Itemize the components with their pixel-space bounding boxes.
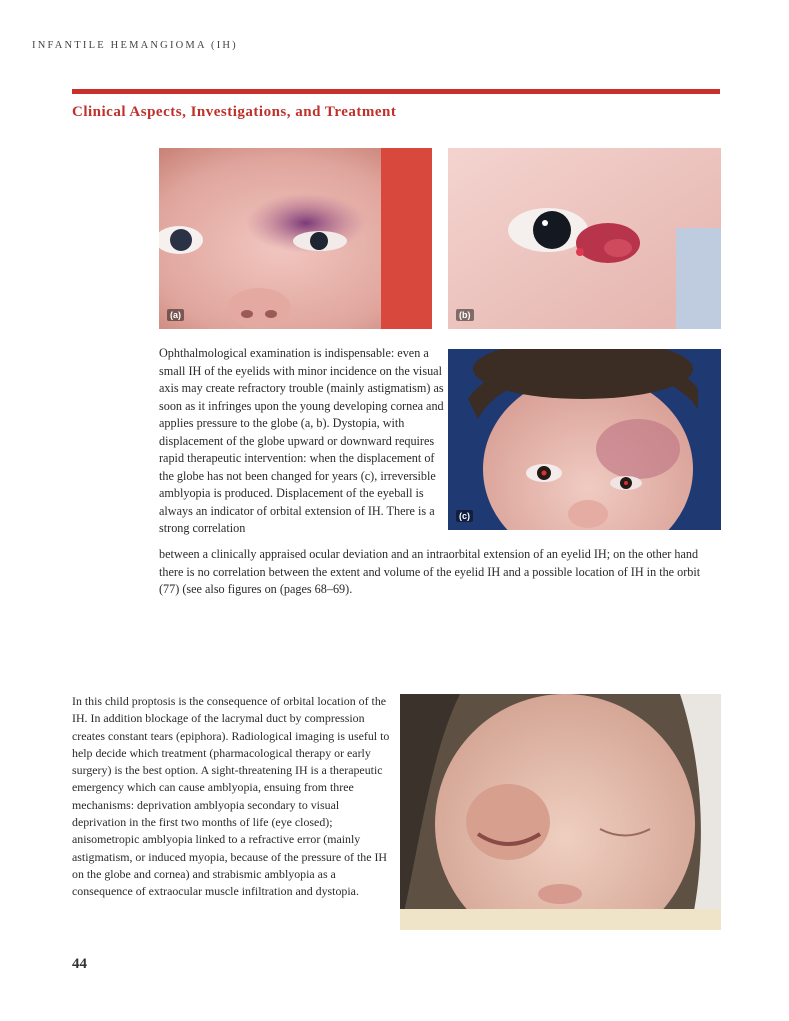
- running-head: INFANTILE HEMANGIOMA (IH): [32, 40, 238, 51]
- photo-proptosis: [400, 694, 721, 930]
- figure-label-c: (c): [456, 510, 473, 522]
- header-rule: [72, 89, 720, 94]
- photo-b: [448, 148, 721, 329]
- infant-proptosis-image: [400, 694, 721, 930]
- body-paragraph-1-wrapped: Ophthalmological examination is indispensable: even a small IH of the eyelids with minor incidence on the visual axis may create refractory trouble (mainly astigmatism) as soon as it infringes upon the young developing cornea and applies pressure to the globe (a, b). Dystopia, with displacement of the globe upward or downward requires rapid therapeutic intervention: when the displacement of the globe has not been changed for years (c), irreversible amblyopia is produced. Displacement of the eyeball is always an indicator of orbital extension of IH. There is a strong correlation: [159, 346, 444, 535]
- page-number: 44: [72, 956, 87, 972]
- section-title: Clinical Aspects, Investigations, and Treatment: [72, 104, 397, 120]
- photo-a: [159, 148, 432, 329]
- infant-eye-lesion-image: [448, 148, 721, 329]
- photo-c: [448, 349, 721, 530]
- infant-face-eyelid-hemangioma-image: [159, 148, 432, 329]
- figure-label-a: (a): [167, 309, 184, 321]
- figure-label-b: (b): [456, 309, 474, 321]
- body-paragraph-1-continued: between a clinically appraised ocular deviation and an intraorbital extension of an eyelid IH; on the other hand there is no correlation between the extent and volume of the eyelid IH and a possible location of IH in the orbit (77) (see also figures on (pages 68–69).: [159, 547, 701, 596]
- child-face-dystopia-image: [448, 349, 721, 530]
- body-paragraph-2: In this child proptosis is the consequence of orbital location of the IH. In addition blockage of the lacrymal duct by compression creates constant tears (epiphora). Radiological imaging is useful to help decide which treatment (pharmacological therapy or early surgery) is the best option. A sight-threatening IH is a therapeutic emergency which can cause amblyopia, ensuing from three mechanisms: deprivation amblyopia secondary to visual deprivation in the first two months of life (eye closed); anisometropic amblyopia linked to a refractive error (mainly astigmatism, or induced myopia, because of the pressure of the IH on the globe and cornea) and strabismic amblyopia as a consequence of extraocular muscle infiltration and dystopia.: [72, 694, 390, 899]
